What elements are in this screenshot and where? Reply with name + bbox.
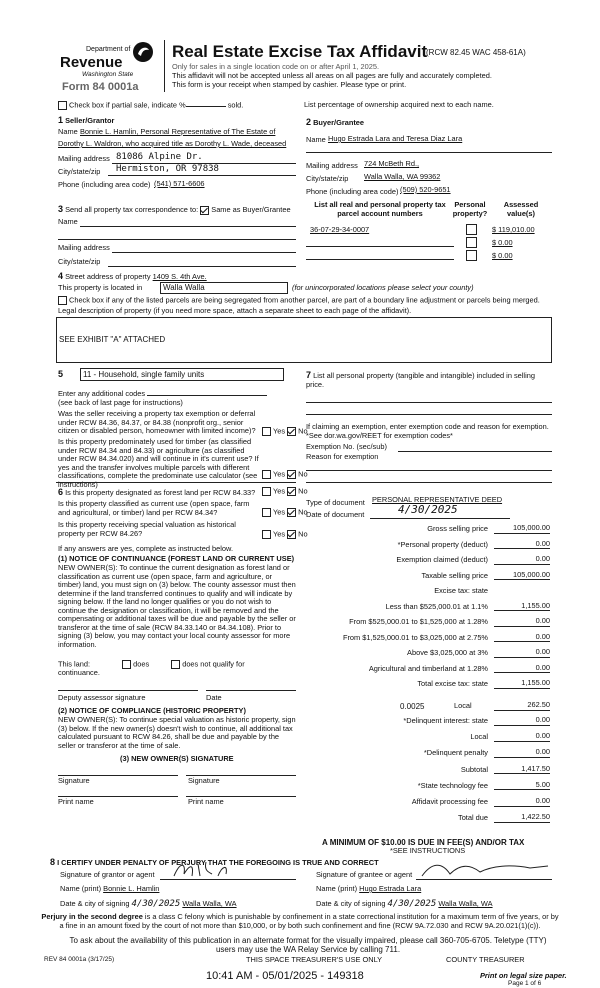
- tax-row-value[interactable]: 105,000.00: [494, 571, 550, 581]
- sec6-q2-no[interactable]: [287, 508, 296, 517]
- revenue-logo-text: Revenue: [60, 54, 123, 71]
- local-value[interactable]: 262.50: [494, 701, 550, 711]
- grantee-signature[interactable]: [420, 860, 550, 885]
- doc-type-label: Type of document: [306, 498, 365, 507]
- segregated-row: Check box if any of the listed parcels are being segregated from another parcel, are part of a boundary line adjustment or parcels being merged.: [58, 296, 540, 305]
- tax-row-value[interactable]: 0.00: [494, 540, 550, 550]
- doc-date-label: Date of document: [306, 510, 365, 519]
- sec6-q3-no[interactable]: [287, 530, 296, 539]
- page-number: Page 1 of 6: [508, 980, 542, 987]
- local-rate: 0.0025: [400, 702, 425, 711]
- sec5-q2-yesno: Yes No: [262, 470, 308, 479]
- legal-paper-note: Print on legal size paper.: [480, 971, 567, 980]
- located-select[interactable]: Walla Walla: [160, 282, 288, 294]
- send-name-label: Name: [58, 217, 78, 226]
- tax-row-value[interactable]: 0.00: [494, 797, 550, 807]
- seller-name-2[interactable]: Dorothy L. Waldron, who acquired title as Dorothy L. Wade, deceased: [58, 139, 287, 148]
- tax-row-label: Exemption claimed (deduct): [396, 555, 488, 564]
- exemption-label: If claiming an exemption, enter exemption code and reason for exemption. *See dor.wa.gov/REET for exemption codes*: [306, 422, 549, 440]
- grantor-sig-label: Signature of grantor or agent: [60, 870, 155, 879]
- partial-sale-row: Check box if partial sale, indicate % sold.: [58, 101, 243, 110]
- tax-row-label: *Delinquent interest: state: [403, 716, 488, 725]
- sec6-q1-no[interactable]: [287, 487, 296, 496]
- minimum-note: A MINIMUM OF $10.00 IS DUE IN FEE(S) AND/OR TAX: [322, 838, 525, 847]
- state-label: Washington State: [82, 71, 134, 78]
- tax-row-value[interactable]: 105,000.00: [494, 524, 550, 534]
- recording-stamp: 10:41 AM - 05/01/2025 - 149318: [206, 970, 364, 982]
- same-as-buyer-checkbox[interactable]: [200, 206, 209, 215]
- certify-row: 8 I CERTIFY UNDER PENALTY OF PERJURY THAT THE FOREGOING IS TRUE AND CORRECT: [50, 857, 379, 867]
- sec5-q2-no[interactable]: [287, 470, 296, 479]
- grantor-signature[interactable]: [172, 858, 252, 883]
- seller-mail[interactable]: 81086 Alpine Dr.: [116, 152, 203, 162]
- does-checkbox[interactable]: [122, 660, 131, 669]
- tax-row-value[interactable]: 1,417.50: [494, 765, 550, 775]
- sec5-num: 5: [58, 369, 64, 379]
- sec6-q1-yes[interactable]: [262, 487, 271, 496]
- tax-row-value[interactable]: 0.00: [494, 716, 550, 726]
- seller-name-1[interactable]: Bonnie L. Hamlin, Personal Representative of The Estate of: [80, 127, 276, 136]
- seller-mail-label: Mailing address: [58, 154, 110, 163]
- tax-row-label: From $1,525,000.01 to $3,025,000 at 2.75%: [342, 632, 488, 642]
- seller-name-label: Name: [58, 127, 78, 136]
- grantor-date-row: Date & city of signing 4/30/2025 Walla Walla, WA: [60, 899, 237, 909]
- tax-row-label: *State technology fee: [417, 780, 488, 790]
- buyer-name-label: Name: [306, 135, 326, 144]
- tax-row-value[interactable]: 0.00: [494, 732, 550, 742]
- notice-3-title: (3) NEW OWNER(S) SIGNATURE: [120, 754, 234, 763]
- new-owner-print-1: Print name: [58, 797, 94, 806]
- sec6-q2-yesno: Yes No: [262, 508, 308, 517]
- street-row: 4 Street address of property 1409 S. 4th Ave.: [58, 271, 207, 281]
- personal-checkbox-2[interactable]: [466, 237, 479, 248]
- use-code-select[interactable]: 11 - Household, single family units: [80, 368, 284, 381]
- header-line-3: This form is your receipt when stamped by cashier. Please type or print.: [172, 80, 407, 89]
- sec5-q2-yes[interactable]: [262, 470, 271, 479]
- tax-row-label: Total due: [458, 813, 488, 823]
- tax-row-label: Above $3,025,000 at 3%: [407, 648, 488, 657]
- tax-row-value[interactable]: 0.00: [494, 617, 550, 627]
- treasurer-use: THIS SPACE TREASURER'S USE ONLY: [246, 955, 383, 964]
- grantee-name-row: Name (print) Hugo Estrada Lara: [316, 884, 422, 893]
- sec6-q1-yesno: Yes No: [262, 487, 308, 496]
- form-rcw: (RCW 82.45 WAC 458-61A): [426, 48, 526, 57]
- assessed-value-2[interactable]: $ 0.00: [492, 238, 513, 247]
- county-treasurer: COUNTY TREASURER: [446, 955, 525, 964]
- header-line-2: This affidavit will not be accepted unless all areas on all pages are fully and accurately completed.: [172, 71, 492, 80]
- see-instructions: *SEE INSTRUCTIONS: [390, 846, 466, 855]
- notice-2-body: NEW OWNER(S): To continue special valuation as historic property, sign (3) below. If the new owner(s) doesn't wish to continue, all additional tax calculated pursuant to RCW 84.26, shall be due and payable by the seller or transferor at the time of sale.: [58, 715, 296, 750]
- legal-description-box[interactable]: [56, 317, 552, 363]
- segregated-checkbox[interactable]: [58, 296, 67, 305]
- tax-row-value[interactable]: 0.00: [494, 555, 550, 565]
- personal-checkbox-3[interactable]: [466, 250, 479, 261]
- send-mail-label: Mailing address: [58, 243, 110, 252]
- exemption-no-label: Exemption No. (sec/sub): [306, 442, 387, 451]
- sec6-q1: 6 Is this property designated as forest land per RCW 84.33?: [58, 487, 256, 497]
- buyer-phone[interactable]: (509) 520-9651: [400, 185, 451, 194]
- tax-row-value[interactable]: 0.00: [494, 748, 550, 758]
- tax-row-value[interactable]: 1,422.50: [494, 813, 550, 823]
- dept-line: Department of: [86, 46, 131, 53]
- tax-row-label: Affidavit processing fee: [411, 797, 488, 806]
- tax-row-label: *Personal property (deduct): [397, 539, 488, 549]
- buyer-name[interactable]: Hugo Estrada Lara and Teresa Diaz Lara: [328, 134, 463, 143]
- notice-1-title: (1) NOTICE OF CONTINUANCE (FOREST LAND OR CURRENT USE): [58, 554, 295, 563]
- does-not-checkbox[interactable]: [171, 660, 180, 669]
- send-city-label: City/state/zip: [58, 257, 101, 266]
- sec6-q2: Is this property classified as current use (open space, farm and agricultural, or timber) land per RCW 84.34?: [58, 499, 250, 517]
- grantor-name-row: Name (print) Bonnie L. Hamlin: [60, 884, 160, 893]
- rev-number: REV 84 0001a (3/17/25): [44, 956, 115, 963]
- form-number: Form 84 0001a: [62, 81, 139, 93]
- located-label: This property is located in: [58, 283, 143, 292]
- partial-sale-checkbox[interactable]: [58, 101, 67, 110]
- assessed-value-1[interactable]: $ 119,010.00: [492, 225, 535, 234]
- parcel-1[interactable]: 36-07-29-34-0007: [310, 225, 370, 234]
- personal-checkbox-1[interactable]: [466, 224, 479, 235]
- tax-row-value[interactable]: 1,155.00: [494, 602, 550, 612]
- tax-row-label: Local: [470, 732, 488, 742]
- sec5-q1: Was the seller receiving a property tax exemption or deferral under RCW 84.36, 84.37, or 84.38 (nonprofit org., senior citizen or disabled person, homeowner with limited income)?: [58, 409, 256, 436]
- tax-row-value[interactable]: 5.00: [494, 781, 550, 791]
- buyer-mail-label: Mailing address: [306, 161, 358, 170]
- tax-row-label: From $525,000.01 to $1,525,000 at 1.28%: [349, 617, 488, 626]
- tax-row-label: Less than $525,000.01 at 1.1%: [385, 601, 488, 611]
- tax-row-label: Total excise tax: state: [417, 679, 488, 688]
- seller-heading: 1 Seller/Grantor: [58, 115, 115, 125]
- sec6-q2-yes[interactable]: [262, 508, 271, 517]
- tax-row-label: Agricultural and timberland at 1.28%: [368, 663, 488, 673]
- tax-row-value[interactable]: 1,155.00: [494, 679, 550, 689]
- perjury-note: Perjury in the second degree is a class C felony which is punishable by confinement in a state correctional institution for a maximum term of five years, or by a fine in an amount fixed by the court of not more than $10,000, or by both such confinement and fine (RCW 9A.72.030 and RCW 9A.20.021(1)(c)).: [41, 912, 559, 930]
- buyer-phone-label: Phone (including area code): [306, 187, 399, 196]
- new-owner-print-2: Print name: [188, 797, 224, 806]
- tax-row-label: Excise tax: state: [434, 586, 488, 595]
- new-owner-sig-1: Signature: [58, 776, 90, 785]
- notice-2-title: (2) NOTICE OF COMPLIANCE (HISTORIC PROPERTY): [58, 706, 246, 715]
- sec7-label: 7 List all personal property (tangible and intangible) included in selling price.: [306, 370, 535, 389]
- send-correspondence: 3 Send all property tax correspondence to: Same as Buyer/Grantee: [58, 204, 291, 214]
- tax-row-value[interactable]: 0.00: [494, 633, 550, 643]
- continuance-label: continuance.: [58, 668, 100, 677]
- tax-row-value[interactable]: 0.00: [494, 648, 550, 658]
- form-title: Real Estate Excise Tax Affidavit: [172, 42, 428, 61]
- buyer-city[interactable]: Walla Walla, WA 99362: [364, 172, 441, 181]
- tax-row-label: *Delinquent penalty: [423, 748, 488, 758]
- buyer-mail[interactable]: 724 McBeth Rd.,: [364, 159, 420, 168]
- seller-city[interactable]: Hermiston, OR 97838: [116, 164, 219, 174]
- deputy-date-label: Date: [206, 693, 222, 702]
- buyer-city-label: City/state/zip: [306, 174, 349, 183]
- legal-label: Legal description of property (if you need more space, attach a separate sheet to each page of the affidavit).: [58, 306, 412, 315]
- notice-1-body: NEW OWNER(S): To continue the current designation as forest land or classification as current use (open space, farm and agriculture, or timber) land, you must sign on (3) below. The county assessor must then determine if the land transferred continues to qualify and will indicate by signing below. If the land no longer qualifies or you do not wish to continue the designation or classification, it will be removed and the compensating or additional taxes will be due and payable by the seller or transferor at the time of sale (RCW 84.33.140 or 84.34.108). Prior to signing (3) below, you may contact your local county assessor for more information.: [58, 563, 296, 649]
- sec5-q2: Is this property predominately used for timber (as classified under RCW 84.34 and 84.33) or agriculture (as classified under RCW 84.34.020) and will continue in it's current use? If yes and the transfer involves multiple parcels with different classifications, complete the predominate use calculator (see instructions): [58, 437, 259, 489]
- seller-city-label: City/state/zip: [58, 167, 101, 176]
- seller-phone[interactable]: (541) 571-6606: [154, 179, 205, 188]
- sec5-q1-no[interactable]: [287, 427, 296, 436]
- availability-note: To ask about the availability of this publication in an alternate format for the visually impaired, please call 360-705-6705. Teletype (TTY) users may use the WA Relay Service by calling 711.: [69, 936, 547, 955]
- sec6-q3: Is this property receiving special valuation as historical property per RCW 84.26?: [58, 520, 236, 538]
- new-owner-sig-2: Signature: [188, 776, 220, 785]
- tax-row-label: Subtotal: [460, 764, 488, 774]
- tax-row-label: Taxable selling price: [421, 570, 488, 580]
- legal-description: SEE EXHIBIT "A" ATTACHED: [59, 335, 166, 344]
- buyer-heading: 2 Buyer/Grantee: [306, 117, 365, 127]
- sec5-q1-yesno: Yes No: [262, 427, 308, 436]
- this-land-row: This land: does does not qualify for: [58, 659, 245, 669]
- tax-row-label: Gross selling price: [427, 524, 488, 533]
- street-address[interactable]: 1409 S. 4th Ave.: [152, 272, 207, 281]
- deputy-sig-label: Deputy assessor signature: [58, 693, 146, 702]
- local-label: Local: [454, 701, 472, 710]
- seller-phone-label: Phone (including area code): [58, 180, 151, 189]
- personal-property-header: Personal property?: [452, 200, 488, 218]
- assessed-value-header: Assessed value(s): [503, 200, 539, 218]
- ownership-note: List percentage of ownership acquired next to each name.: [304, 100, 494, 109]
- exemption-reason-label: Reason for exemption: [306, 452, 379, 461]
- doc-type[interactable]: PERSONAL REPRESENTATIVE DEED: [372, 495, 503, 504]
- assessed-value-3[interactable]: $ 0.00: [492, 251, 513, 260]
- revenue-logo-icon: [132, 41, 154, 63]
- grantee-sig-label: Signature of grantee or agent: [316, 870, 413, 879]
- sec6-q3-yesno: Yes No: [262, 530, 308, 539]
- addl-codes-instr: (see back of last page for instructions): [58, 398, 183, 407]
- doc-date[interactable]: 4/30/2025: [398, 503, 458, 516]
- grantee-date-row: Date & city of signing 4/30/2025 Walla Walla, WA: [316, 899, 493, 909]
- located-note: (for unincorporated locations please select your county): [292, 283, 474, 292]
- parcels-header: List all real and personal property tax parcel account numbers: [314, 200, 446, 218]
- sec5-q1-yes[interactable]: [262, 427, 271, 436]
- sec6-q3-yes[interactable]: [262, 530, 271, 539]
- tax-row-value[interactable]: 0.00: [494, 664, 550, 674]
- sec6-ifany: If any answers are yes, complete as instructed below.: [58, 544, 233, 553]
- header-line-1: Only for sales in a single location code on or after April 1, 2025.: [172, 62, 380, 71]
- addl-codes-label: Enter any additional codes: [58, 390, 267, 399]
